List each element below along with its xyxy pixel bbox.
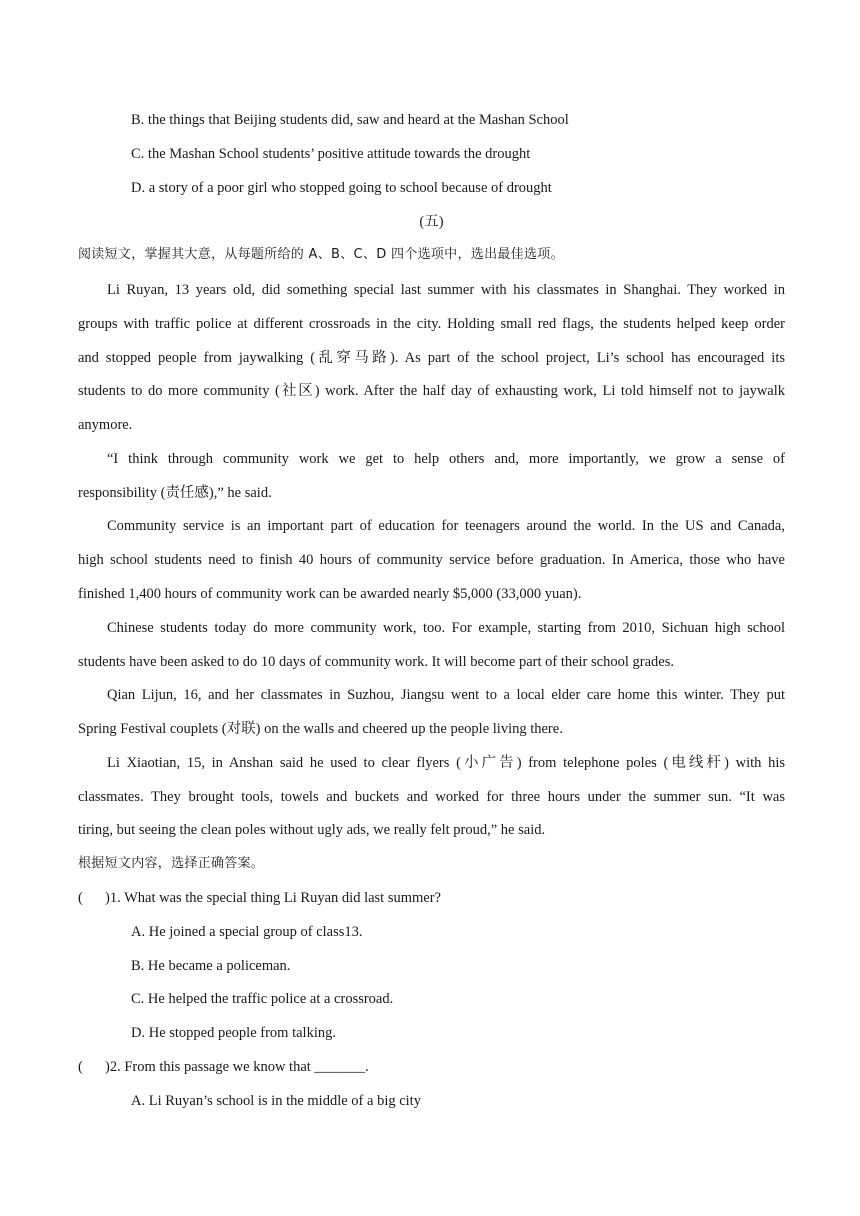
reading-instruction: 阅读短文，掌握其大意，从每题所给的 A、B、C、D 四个选项中，选出最佳选项。 [78, 247, 564, 262]
passage-line-8: Community service is an important part of education for teenagers around the world. In the US and Canada, [107, 518, 785, 534]
passage-line-4: students to do more community (社区) work. After the half day of exhausting work, Li told himself not to jaywalk [78, 383, 785, 399]
section-title: (五) [419, 214, 444, 230]
question-2-stem [78, 1058, 785, 1076]
passage-line-7: responsibility (责任感),” he said. [78, 485, 272, 501]
passage-line-12: students have been asked to do 10 days of community work. It will become part of their school grades. [78, 654, 674, 670]
passage-line-3: and stopped people from jaywalking (乱穿马路). As part of the school project, Li’s school has encouraged its [78, 350, 785, 366]
passage-line-2: groups with traffic police at different crossroads in the city. Holding small red flags, the students helped keep order [78, 316, 785, 332]
passage-line-1: Li Ruyan, 13 years old, did something special last summer with his classmates in Shanghai. They worked in [107, 282, 785, 298]
question-2-option-a: A. Li Ruyan’s school is in the middle of a big city [131, 1093, 421, 1109]
passage-line-6: “I think through community work we get to help others and, more importantly, we grow a sense of [107, 451, 785, 467]
answer-blank-paren[interactable]: ( [78, 890, 83, 906]
question-1-option-d: D. He stopped people from talking. [131, 1025, 336, 1041]
passage-line-11: Chinese students today do more community work, too. For example, starting from 2010, Sichuan high school [107, 620, 785, 636]
passage-line-15: Li Xiaotian, 15, in Anshan said he used to clear flyers (小广告) from telephone poles (电线杆) with his [107, 755, 785, 771]
answer-blank-paren[interactable]: ( [78, 1059, 83, 1075]
question-1-text: )1. What was the special thing Li Ruyan did last summer? [105, 890, 441, 906]
passage-line-17: tiring, but seeing the clean poles without ugly ads, we really felt proud,” he said. [78, 822, 546, 838]
passage-line-14: Spring Festival couplets (对联) on the walls and cheered up the people living there. [78, 721, 563, 737]
passage-line-13: Qian Lijun, 16, and her classmates in Suzhou, Jiangsu went to a local elder care home this winter. They put [107, 687, 785, 703]
question-2-text: )2. From this passage we know that _______. [105, 1059, 369, 1075]
prev-option-d: D. a story of a poor girl who stopped going to school because of drought [131, 180, 552, 196]
question-1-option-b: B. He became a policeman. [131, 958, 291, 974]
passage-line-10: finished 1,400 hours of community work can be awarded nearly $5,000 (33,000 yuan). [78, 586, 582, 602]
passage-line-9: high school students need to finish 40 hours of community service before graduation. In America, those who have [78, 552, 785, 568]
prev-option-c: C. the Mashan School students’ positive attitude towards the drought [131, 146, 531, 162]
passage-line-16: classmates. They brought tools, towels and buckets and worked for three hours under the summer sun. “It was [78, 789, 785, 805]
passage-line-5: anymore. [78, 417, 133, 433]
question-1-stem [78, 889, 785, 907]
prev-option-b: B. the things that Beijing students did, saw and heard at the Mashan School [131, 112, 569, 128]
answer-instruction: 根据短文内容，选择正确答案。 [78, 856, 265, 871]
question-1-option-c: C. He helped the traffic police at a crossroad. [131, 991, 394, 1007]
question-1-option-a: A. He joined a special group of class13. [131, 924, 363, 940]
